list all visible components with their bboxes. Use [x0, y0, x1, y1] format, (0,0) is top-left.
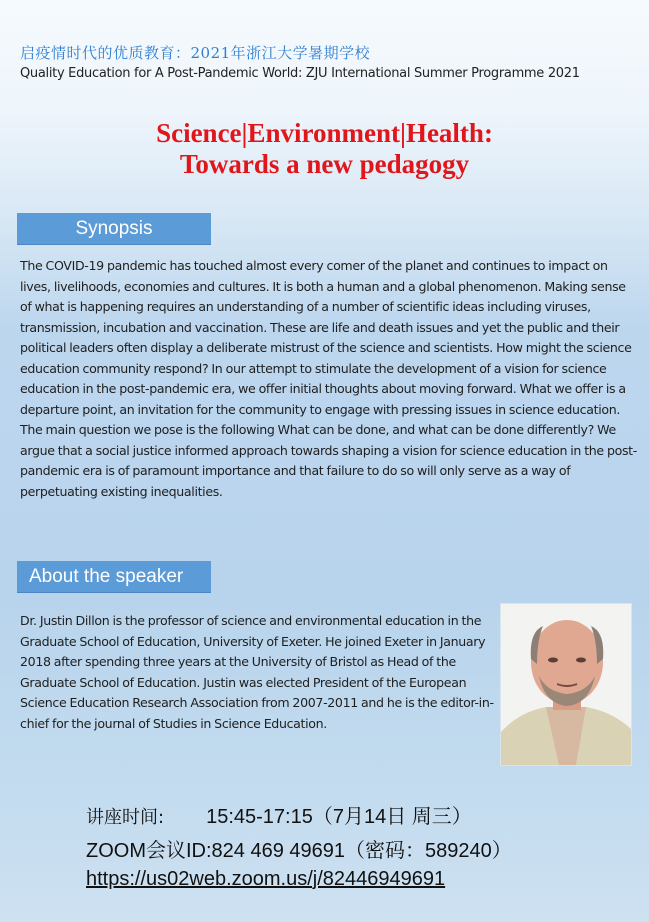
- speaker-portrait-icon: [501, 604, 631, 765]
- lecture-time-label: 讲座时间:: [86, 807, 165, 828]
- speaker-heading: About the speaker: [17, 561, 211, 592]
- zoom-id-label: ZOOM会议ID:: [86, 840, 212, 862]
- lecture-title: [0, 118, 649, 180]
- zoom-link[interactable]: https://us02web.zoom.us/j/82446949691: [86, 868, 446, 890]
- english-program-subtitle: Quality Education for A Post-Pandemic World: ZJU International Summer Programme 2021: [20, 66, 580, 81]
- lecture-time-value: 15:45-17:15（7月14日 周三）: [206, 806, 472, 828]
- lecture-title-line2: Towards a new pedagogy: [179, 149, 470, 179]
- speaker-photo: [500, 603, 632, 766]
- lecture-title-line1: Science|Environment|Health:: [156, 118, 493, 148]
- synopsis-text: The COVID-19 pandemic has touched almost every comer of the planet and continues to impact on lives, livelihoods, economies and cultures. It is both a human and a global phenomenon. Making sense of what is happening requires an understanding of a number of scientific ideas including viruses, transmission, incubation and vaccination. These are life and death issues and yet the public and their political leaders often display a deliberate mistrust of the science and scientists. How might the science education community respond? In our attempt to stimulate the development of a vision for science education in the post-pandemic era, we offer initial thoughts about moving forward. What we offer is a departure point, an invitation for the community to engage with pressing issues in science education. The main question we pose is the following What can be done, and what can be done differently? We argue that a social justice informed approach towards shaping a vision for science education in the post-pandemic era is of paramount importance and that failure to do so will only serve as a way of perpetuating existing inequalities.: [20, 258, 637, 499]
- chinese-program-title: 启疫情时代的优质教育：2021年浙江大学暑期学校: [20, 44, 371, 62]
- zoom-meeting-line: [86, 834, 512, 863]
- zoom-meeting-id: 824 469 49691: [211, 840, 346, 862]
- synopsis-heading: Synopsis: [17, 213, 211, 244]
- zoom-password: （密码：589240）: [345, 840, 512, 862]
- lecture-time-line: [86, 800, 472, 829]
- speaker-bio: Dr. Justin Dillon is the professor of science and environmental education in the Graduate School of Education, University of Exeter. He joined Exeter in January 2018 after spending three years at the University of Bristol as Head of the Graduate School of Education. Justin was elected President of the European Science Education Research Association from 2007-2011 and he is the editor-in-chief for the journal of Studies in Science Education.: [20, 613, 494, 731]
